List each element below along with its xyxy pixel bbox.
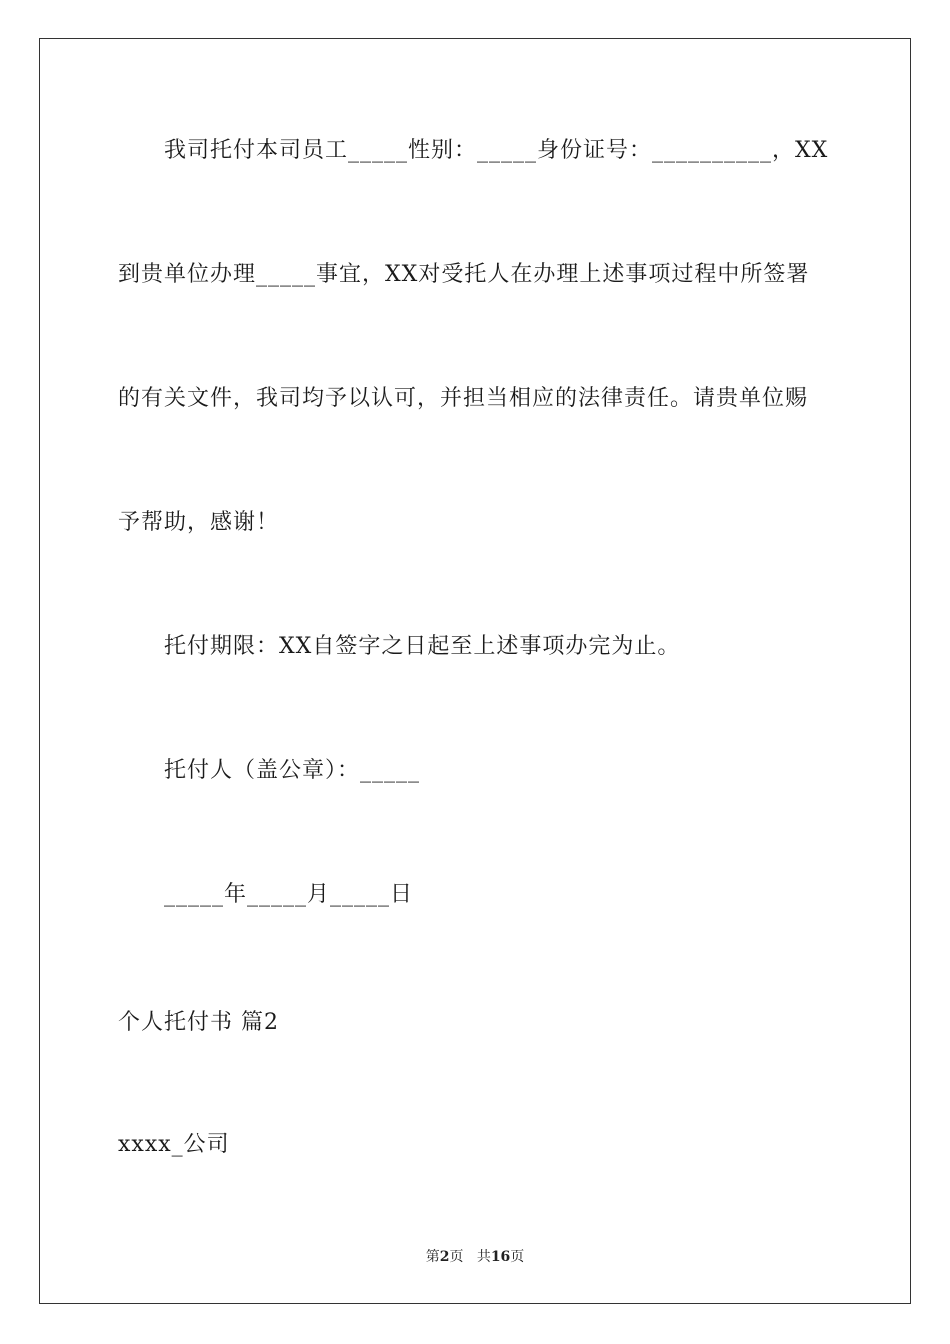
page-footer (0, 1248, 950, 1266)
footer-page-prefix: 第 (425, 1249, 440, 1265)
company-name-line: xxxx_公司 (118, 1132, 230, 1157)
section-heading: 个人托付书 篇2 (118, 1010, 279, 1035)
footer-total-pages: 16 (490, 1249, 511, 1265)
footer-page-suffix: 页 (449, 1249, 464, 1265)
footer-page-number: 2 (439, 1249, 450, 1265)
date-line: _____年_____月_____日 (164, 882, 414, 907)
body-paragraph-line-1: 我司托付本司员工_____性别：_____身份证号：__________，XX (164, 138, 829, 163)
body-paragraph-line-4: 予帮助，感谢！ (118, 510, 280, 535)
footer-total-prefix: 共 (476, 1249, 491, 1265)
body-paragraph-line-3: 的有关文件，我司均予以认可，并担当相应的法律责任。请贵单位赐 (118, 386, 809, 411)
footer-total-suffix: 页 (510, 1249, 525, 1265)
body-paragraph-line-2: 到贵单位办理_____事宜，XX对受托人在办理上述事项过程中所签署 (118, 262, 810, 287)
page-border (39, 38, 911, 1304)
entrust-period-line: 托付期限：XX自签字之日起至上述事项办完为止。 (164, 634, 681, 659)
entruster-seal-line: 托付人（盖公章）：_____ (164, 758, 421, 783)
